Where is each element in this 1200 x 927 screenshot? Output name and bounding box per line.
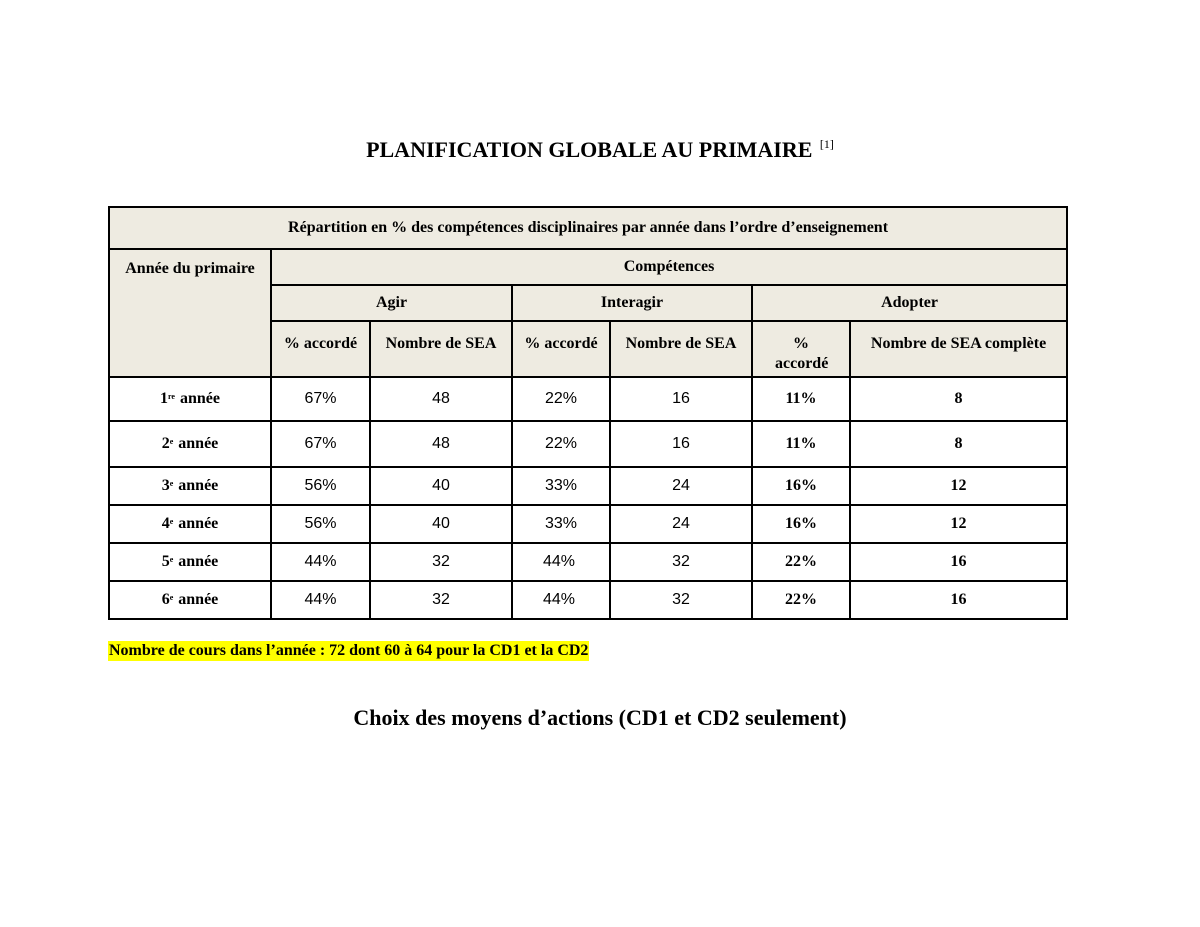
- adopter-sea-cell: 16: [850, 543, 1067, 581]
- year-cell: [109, 377, 271, 421]
- year-label: année: [178, 553, 219, 570]
- year-ordinal-suffix: e: [169, 437, 174, 446]
- year-number: 3: [161, 477, 170, 494]
- table-row: [109, 505, 1067, 543]
- adopter-sea-cell: 12: [850, 505, 1067, 543]
- year-ordinal-suffix: e: [169, 517, 174, 526]
- table-row: [109, 421, 1067, 467]
- year-number: 5: [161, 553, 170, 570]
- table-caption: Répartition en % des compétences disciplinaires par année dans l’ordre d’enseignement: [109, 207, 1067, 249]
- adopter-percent-cell: 22%: [752, 581, 850, 619]
- agir-sea-cell: 48: [370, 377, 512, 421]
- table-caption-row: [109, 207, 1067, 249]
- table-row: [109, 467, 1067, 505]
- agir-sea-cell: 40: [370, 505, 512, 543]
- agir-sea-cell: 32: [370, 581, 512, 619]
- subheader-cell: % accordé: [271, 321, 370, 377]
- agir-percent-cell: 44%: [271, 581, 370, 619]
- interagir-sea-cell: 16: [610, 377, 752, 421]
- adopter-percent-cell: 22%: [752, 543, 850, 581]
- interagir-sea-cell: 32: [610, 581, 752, 619]
- agir-percent-cell: 56%: [271, 505, 370, 543]
- interagir-percent-cell: 44%: [512, 581, 610, 619]
- year-cell: [109, 543, 271, 581]
- adopter-percent-cell: 16%: [752, 467, 850, 505]
- interagir-sea-cell: 16: [610, 421, 752, 467]
- year-label: année: [178, 591, 219, 608]
- agir-percent-cell: 56%: [271, 467, 370, 505]
- year-label: année: [178, 515, 219, 532]
- year-number: 2: [161, 435, 170, 452]
- year-cell: [109, 505, 271, 543]
- year-cell: [109, 581, 271, 619]
- adopter-percent-cell: 11%: [752, 377, 850, 421]
- year-number: 4: [161, 515, 170, 532]
- table-row: [109, 581, 1067, 619]
- year-ordinal-suffix: e: [169, 593, 174, 602]
- subheader-cell: Nombre de SEA: [610, 321, 752, 377]
- competence-interagir-header: Interagir: [512, 285, 752, 321]
- page-title-text: PLANIFICATION GLOBALE AU PRIMAIRE: [366, 137, 813, 162]
- year-ordinal-suffix: e: [169, 555, 174, 564]
- section-subtitle: Choix des moyens d’actions (CD1 et CD2 seulement): [353, 705, 847, 730]
- agir-sea-cell: 40: [370, 467, 512, 505]
- table-row: [109, 377, 1067, 421]
- year-ordinal-suffix: re: [168, 392, 175, 401]
- page-title: [0, 137, 1200, 163]
- interagir-sea-cell: 32: [610, 543, 752, 581]
- year-ordinal-suffix: e: [169, 479, 174, 488]
- year-label: année: [178, 435, 219, 452]
- subheader-cell: Nombre de SEA complète: [850, 321, 1067, 377]
- agir-percent-cell: 67%: [271, 377, 370, 421]
- year-label: année: [178, 477, 219, 494]
- adopter-sea-cell: 8: [850, 421, 1067, 467]
- competence-agir-header: Agir: [271, 285, 512, 321]
- competences-table: [108, 206, 1068, 620]
- agir-sea-cell: 48: [370, 421, 512, 467]
- footnote-reference[interactable]: [1]: [819, 137, 834, 151]
- interagir-percent-cell: 22%: [512, 421, 610, 467]
- year-label: année: [179, 390, 220, 407]
- agir-sea-cell: 32: [370, 543, 512, 581]
- table-row: [109, 543, 1067, 581]
- adopter-sea-cell: 12: [850, 467, 1067, 505]
- year-number: 1: [160, 390, 169, 407]
- interagir-percent-cell: 44%: [512, 543, 610, 581]
- adopter-percent-cell: 16%: [752, 505, 850, 543]
- interagir-sea-cell: 24: [610, 467, 752, 505]
- interagir-sea-cell: 24: [610, 505, 752, 543]
- interagir-percent-cell: 33%: [512, 467, 610, 505]
- group-header-cell: Compétences: [271, 249, 1067, 285]
- interagir-percent-cell: 33%: [512, 505, 610, 543]
- year-number: 6: [161, 591, 170, 608]
- table-header-row: [109, 249, 1067, 285]
- row-header-cell: Année du primaire: [109, 249, 271, 377]
- agir-percent-cell: 44%: [271, 543, 370, 581]
- subheader-cell: % accordé: [512, 321, 610, 377]
- adopter-percent-cell: 11%: [752, 421, 850, 467]
- year-cell: [109, 421, 271, 467]
- competence-adopter-header: Adopter: [752, 285, 1067, 321]
- interagir-percent-cell: 22%: [512, 377, 610, 421]
- year-cell: [109, 467, 271, 505]
- highlighted-note: Nombre de cours dans l’année : 72 dont 60 à 64 pour la CD1 et la CD2: [109, 642, 589, 659]
- adopter-sea-cell: 16: [850, 581, 1067, 619]
- agir-percent-cell: 67%: [271, 421, 370, 467]
- adopter-sea-cell: 8: [850, 377, 1067, 421]
- subheader-cell: Nombre de SEA: [370, 321, 512, 377]
- subheader-cell: % accordé: [752, 321, 850, 377]
